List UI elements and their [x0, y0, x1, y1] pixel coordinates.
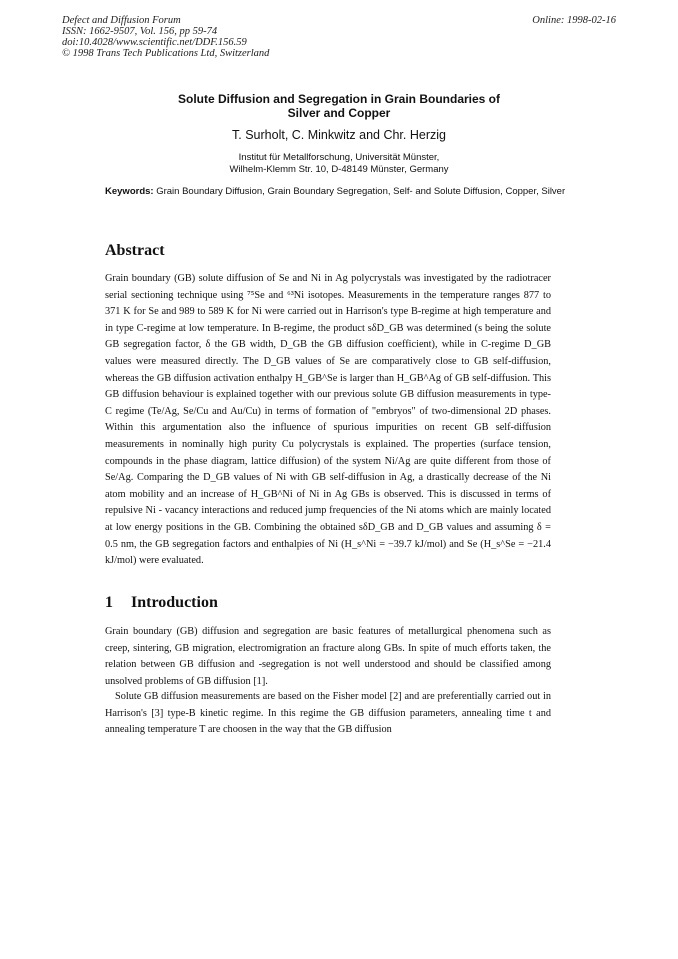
keywords-label: Keywords: [105, 186, 154, 197]
doi-link[interactable]: doi:10.4028/www.scientific.net/DDF.156.59 [62, 37, 247, 48]
section-number: 1 [105, 594, 113, 611]
intro-paragraph-1: Grain boundary (GB) diffusion and segregation are basic features of metallurgical phenomena such as creep, sintering, GB migration, electromigration an fracture along GBs. In spite of much efforts taken, the relation between GB diffusion and -segregation is not well understood and should be classified among unsolved problems of GB diffusion [1]. [105, 626, 551, 687]
copyright-line: © 1998 Trans Tech Publications Ltd, Switzerland [62, 48, 270, 59]
affiliation: Institut für Metallforschung, Universität Münster, Wilhelm-Klemm Str. 10, D-48149 Münster, Germany [229, 152, 449, 175]
keywords-list: Grain Boundary Diffusion, Grain Boundary Segregation, Self- and Solute Diffusion, Copper, Silver [156, 186, 566, 197]
intro-paragraph-2: Solute GB diffusion measurements are based on the Fisher model [2] and are preferentially carried out in Harrison's [3] type-B kinetic regime. In this regime the GB diffusion parameters, annealing time t and annealing temperature T are choosen in the way that the GB diffusion [105, 691, 551, 736]
keywords [105, 186, 573, 198]
online-date: Online: 1998-02-16 [532, 15, 616, 26]
journal-name: Defect and Diffusion Forum [62, 15, 181, 26]
issn-line: ISSN: 1662-9507, Vol. 156, pp 59-74 [62, 26, 218, 37]
authors: T. Surholt, C. Minkwitz and Chr. Herzig [232, 128, 446, 142]
abstract-heading: Abstract [105, 242, 165, 259]
journal-header [62, 15, 269, 59]
abstract-text: Grain boundary (GB) solute diffusion of Se and Ni in Ag polycrystals was investigated by the radiotracer serial sectioning technique using ⁷⁵Se and ⁶³Ni isotopes. Measurements in the temperature ranges 877 to 371 K for Se and 989 to 589 K for Ni were carried out in Harrison's type B-regime at high temperature and in type C-regime at low temperature. In B-regime, the product sδD_GB was determined (s being the solute GB segregation factor, δ the GB width, D_GB the GB diffusion coefficient), while in C-regime D_GB values were measured directly. The D_GB values of Se are comparatively close to GB self-diffusion, whereas the GB diffusion activation enthalpy H_GB^Se is larger than H_GB^Ag of GB self-diffusion. This GB diffusion behaviour is explained together with our previous solute GB diffusion measurements in type-C regime (Te/Ag, Se/Cu and Au/Cu) in terms of formation of "embryos" of two-dimensional 2D phases. Within this argumentation also the influence of spurious impurities on recent GB self-diffusion measurements in nominally high purity Cu polycrystals is explained. The properties (surface tension, compounds in the phase diagram, lattice diffusion) of the system Ni/Ag are quite different from those of Se/Ag. Comparing the D_GB values of Ni with GB self-diffusion in Ag, a drastically decrease of the Ni atom mobility and an increase of H_GB^Ni of Ni in Ag GBs is observed. This is discussed in terms of repulsive Ni - vacancy interactions and reduced jump frequencies of the Ni atoms which are mainly located at low energy positions in the GB. Combining the obtained sδD_GB and D_GB values and assuming δ = 0.5 nm, the GB segregation factors and enthalpies of Ni (H_s^Ni = −39.7 kJ/mol) and Se (H_s^Se = −21.4 kJ/mol) were evaluated. [105, 273, 551, 567]
introduction-heading [105, 594, 218, 612]
section-title: Introduction [131, 594, 218, 611]
paper-title: Solute Diffusion and Segregation in Grain Boundaries of Silver and Copper [177, 92, 501, 120]
